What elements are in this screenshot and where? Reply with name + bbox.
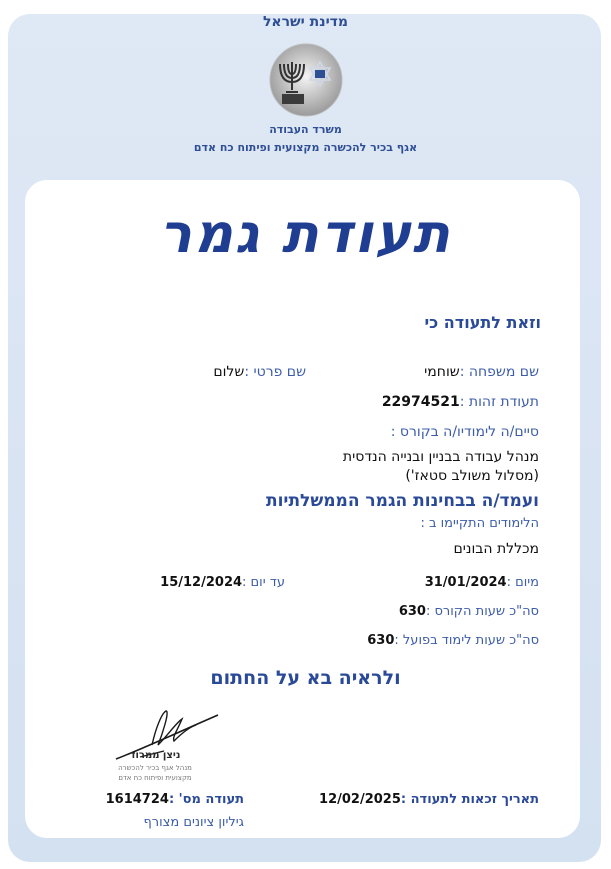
to-date-row [160, 575, 285, 590]
actual-hours-row [367, 633, 539, 648]
state-emblem-icon [268, 42, 344, 118]
first-name-value: שלום [213, 364, 245, 380]
ministry-name: משרד העבודה [269, 123, 342, 136]
college-name: מכללת הבונים [453, 541, 539, 557]
held-at-label: הלימודים התקיימו ב : [420, 516, 539, 531]
actual-hours-value: 630 [367, 633, 395, 648]
course-track: (מסלול משולב סטאז') [405, 468, 539, 484]
id-label: תעודת זהות : [459, 394, 539, 410]
last-name-row [424, 364, 539, 380]
last-name-label: שם משפחה : [459, 364, 539, 380]
eligibility-date: 12/02/2025 [319, 792, 401, 807]
eligibility-row [319, 792, 539, 807]
id-value: 22974521 [381, 394, 460, 410]
last-name-value: שוחמי [424, 364, 460, 380]
course-hours-value: 630 [398, 604, 426, 619]
signer-role-line2: מקצועית ופיתוח כח אדם [118, 774, 192, 782]
completed-label: סיים/ה לימודיו/ה בקורס : [390, 424, 539, 440]
from-label: מיום : [506, 575, 539, 590]
cert-number-label: תעודה מס' : [168, 792, 244, 807]
course-name: מנהל עבודה בבניין ובנייה הנדסית [342, 449, 539, 465]
course-hours-row [399, 604, 539, 619]
to-date: 15/12/2024 [160, 575, 243, 590]
id-row [382, 394, 539, 410]
signer-role-line1: מנהל אגף בכיר להכשרה [118, 764, 192, 772]
cert-number-row [106, 792, 244, 807]
certificate-title: תעודת גמר [159, 202, 452, 265]
exams-heading: ועמד/ה בבחינות הגמר הממשלתיות [265, 491, 539, 511]
to-label: עד יום : [242, 575, 285, 590]
grades-attached-note: גיליון ציונים מצורף [143, 815, 244, 830]
first-name-label: שם פרטי : [244, 364, 306, 380]
intro-text: וזאת לתעודה כי [424, 313, 541, 332]
from-date: 31/01/2024 [424, 575, 507, 590]
closing-text: ולראיה בא על החתום [210, 667, 401, 689]
from-date-row [425, 575, 539, 590]
first-name-row [213, 364, 306, 380]
course-hours-label: סה"כ שעות הקורס : [425, 604, 539, 619]
signer-name: ניצן ממרוד [129, 750, 181, 761]
department-name: אגף בכיר להכשרה מקצועית ופיתוח כח אדם [193, 141, 418, 154]
eligibility-label: תאריך זכאות לתעודה : [400, 792, 539, 807]
state-name: מדינת ישראל [262, 14, 349, 30]
actual-hours-label: סה"כ שעות לימוד בפועל : [394, 633, 539, 648]
cert-number: 1614724 [105, 792, 169, 807]
